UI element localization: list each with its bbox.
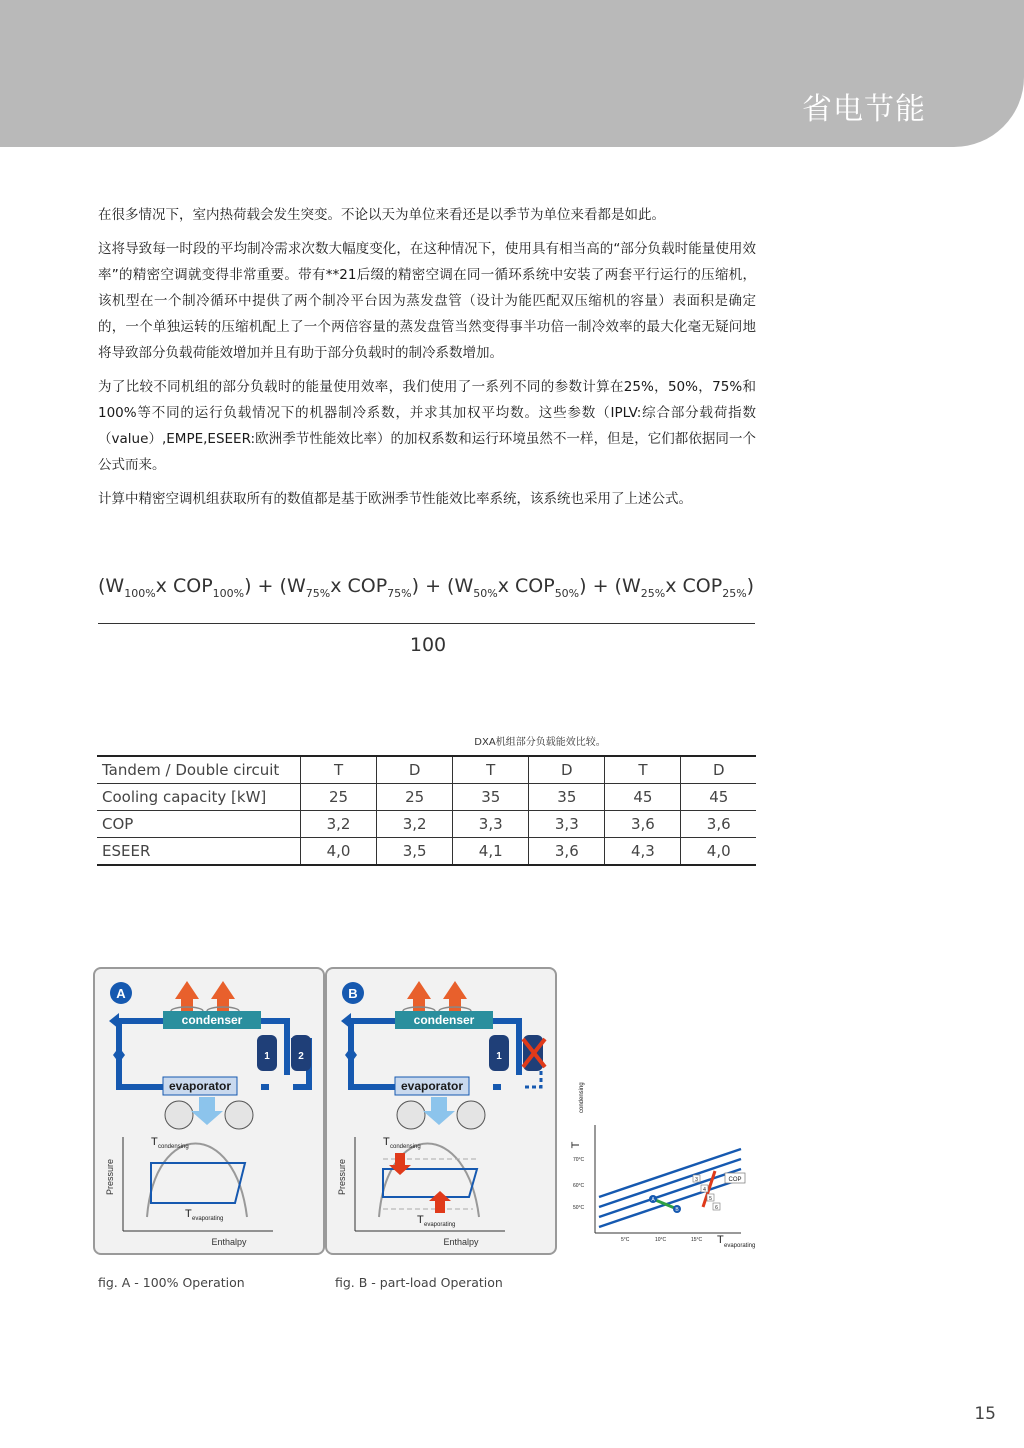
formula-cop: COP — [515, 575, 555, 597]
expansion-valve-icon — [113, 1055, 125, 1063]
paragraph: 在很多情况下，室内热荷载会发生突变。不论以天为单位来看还是以季节为单位来看都是如此。 — [98, 207, 665, 223]
page-title: 省电节能 — [802, 92, 926, 127]
paragraph: 为了比较不同机组的部分负载时的能量使用效率，我们使用了一系列不同的参数计算在25%，50%，75%和100%等不同的运行负载情况下的机器制冷系数，并求其加权平均数。这些参数（IPLV:综合部分载荷指数（value）,EMPE,ESEER:欧洲季节性能效比率）的加权系数和运行环境虽然不一样，但是，它们都依据同一个公式而来。 — [98, 379, 756, 473]
y-axis-sub: condensing — [579, 1082, 585, 1113]
formula-cop-sub: 50% — [554, 586, 580, 600]
formula-w: W — [454, 575, 474, 597]
expansion-valve-icon — [113, 1047, 125, 1055]
badge-label: A — [116, 986, 126, 1001]
cop-label: COP — [728, 1177, 742, 1183]
table-cell: T — [453, 756, 529, 784]
compressor-1-label: 1 — [496, 1051, 502, 1062]
paragraph: 这将导致每一时段的平均制冷需求次数大幅度变化，在这种情况下，使用具有相当高的“部分负载时能量使用效率”的精密空调就变得非常重要。带有**21后缀的精密空调在同一循环系统中安装了两套平行运行的压缩机，该机型在一个制冷循环中提供了两个制冷平台因为蒸发盘管（设计为能匹配双压缩机的容量）表面积是确定的，一个单独运转的压缩机配上了一个两倍容量的蒸发盘管当然变得事半功倍一制冷效率的最大化毫无疑问地将导致部分负载荷能效增加并且有助于部分负载时的制冷系数增加。 — [98, 241, 756, 361]
figure-a-caption: fig. A - 100% Operation — [98, 1275, 245, 1290]
figure-c-temperature-diagram — [565, 1082, 760, 1255]
header-band — [0, 0, 1024, 147]
table-cell: 4,0 — [301, 838, 377, 866]
t-condensing-label: T — [151, 1136, 158, 1148]
y-axis-label: Pressure — [337, 1158, 347, 1196]
row-label: ESEER — [102, 842, 151, 860]
table-cell: 35 — [453, 784, 529, 811]
cool-air-arrow-icon — [423, 1097, 455, 1125]
formula-w-sub: 100% — [124, 586, 156, 600]
formula-w-sub: 75% — [305, 586, 331, 600]
figure-b-caption: fig. B - part-load Operation — [335, 1275, 503, 1290]
formula-w: W — [286, 575, 306, 597]
table-cell: 3,2 — [301, 811, 377, 838]
table-cell: 4,3 — [605, 838, 681, 866]
condenser-label: condenser — [413, 1013, 475, 1027]
formula-cop-sub: 75% — [387, 586, 412, 600]
heat-arrows-icon — [403, 981, 471, 1015]
table-cell: 3,2 — [377, 811, 453, 838]
formula-cop: COP — [682, 575, 723, 597]
pressure-down-arrow-icon — [389, 1153, 411, 1175]
figure-b-panel — [325, 967, 557, 1255]
table-cell: 3,6 — [681, 811, 756, 838]
cool-air-arrow-icon — [191, 1097, 223, 1125]
marker-label: 6 — [715, 1205, 718, 1211]
saturation-dome — [379, 1144, 479, 1218]
x-axis-letter: T — [717, 1234, 724, 1246]
x-tick-label: 5°C — [621, 1237, 630, 1243]
formula-times: x — [665, 575, 677, 597]
table-cell: 45 — [681, 784, 756, 811]
fraction-line — [98, 623, 755, 624]
t-evaporating-sub: evaporating — [192, 1216, 224, 1222]
heat-arrows-icon — [171, 981, 239, 1015]
expansion-valve-icon — [345, 1047, 357, 1055]
t-condensing-label: T — [383, 1136, 390, 1148]
formula-denominator: 100 — [409, 634, 447, 656]
cycle-loop — [151, 1163, 245, 1203]
fan-icon — [397, 1101, 425, 1129]
flow-arrow-icon — [109, 1013, 119, 1029]
evaporator-label: evaporator — [400, 1079, 464, 1093]
figure-b-drawing — [327, 969, 555, 1253]
x-axis-label: Enthalpy — [443, 1237, 479, 1247]
table-row — [97, 838, 756, 866]
table-row — [97, 756, 756, 784]
row-label: Cooling capacity [kW] — [102, 788, 267, 806]
comparison-table — [97, 755, 756, 866]
table-cell: 25 — [301, 784, 377, 811]
row-label: Tandem / Double circuit — [102, 761, 280, 779]
t-evaporating-label: T — [417, 1214, 424, 1226]
table-caption: DXA机组部分负载能效比较。 — [474, 737, 606, 748]
expansion-valve-icon — [345, 1055, 357, 1063]
point-b-label: B — [675, 1207, 679, 1213]
compressor-2-label: 2 — [298, 1051, 304, 1062]
x-axis-label: Enthalpy — [211, 1237, 247, 1247]
evaporator-label: evaporator — [168, 1079, 232, 1093]
eseer-formula: ($W_{100\%}x$ $COP_{100\%}) + (W_{75\%}x$ $COP_{75\%}) + (W_{50\%}x$ $COP_{50\%}) + (W_{25\%}x$ $COP_{25\%}$) — [98, 575, 755, 600]
condenser-label: condenser — [181, 1013, 243, 1027]
table-cell: 45 — [605, 784, 681, 811]
table-cell: 3,6 — [605, 811, 681, 838]
marker-label: 3 — [695, 1177, 698, 1183]
row-label: COP — [102, 815, 134, 833]
isolines — [599, 1149, 741, 1227]
saturation-dome — [147, 1144, 247, 1218]
table-cell: 3,6 — [529, 838, 605, 866]
table-cell: 4,0 — [681, 838, 756, 866]
marker-label: 5 — [709, 1196, 712, 1202]
flow-arrow-icon — [341, 1013, 351, 1029]
table-cell: 3,3 — [453, 811, 529, 838]
y-tick-label: 60°C — [573, 1183, 585, 1189]
t-condensing-sub: condensing — [390, 1144, 421, 1150]
table-cell: D — [377, 756, 453, 784]
table-cell: D — [681, 756, 756, 784]
formula-cop: COP — [347, 575, 388, 597]
formula-w-sub: 50% — [473, 586, 498, 600]
body-text — [98, 202, 756, 520]
fan-icon — [225, 1101, 253, 1129]
formula-w: W — [621, 575, 641, 597]
table-cell: 25 — [377, 784, 453, 811]
formula-w: W — [105, 575, 125, 597]
table-row — [97, 811, 756, 838]
fan-icon — [457, 1101, 485, 1129]
formula-cop-sub: 25% — [722, 586, 747, 600]
badge-label: B — [348, 986, 358, 1001]
table-cell: 35 — [529, 784, 605, 811]
formula-cop: COP — [172, 575, 213, 597]
table-cell: D — [529, 756, 605, 784]
table-cell: T — [605, 756, 681, 784]
formula-times: x — [330, 575, 342, 597]
x-axis-sub: evaporating — [724, 1243, 756, 1249]
table-cell: 4,1 — [453, 838, 529, 866]
formula-cop-sub: 100% — [212, 586, 245, 600]
y-axis-label: Pressure — [105, 1158, 115, 1196]
compressor-1-label: 1 — [264, 1051, 270, 1062]
y-axis-letter: T — [570, 1141, 582, 1149]
page-number: 15 — [974, 1404, 996, 1424]
x-tick-label: 15°C — [691, 1237, 703, 1243]
cycle-loop — [383, 1169, 477, 1197]
formula-times: x — [497, 575, 509, 597]
table-cell: 3,5 — [377, 838, 453, 866]
formula-w-sub: 25% — [640, 586, 666, 600]
marker-label: 4 — [703, 1187, 706, 1193]
table-row — [97, 784, 756, 811]
formula-times: x — [155, 575, 167, 597]
fan-icon — [165, 1101, 193, 1129]
pressure-up-arrow-icon — [429, 1191, 451, 1213]
y-tick-label: 50°C — [573, 1205, 585, 1211]
y-tick-label: 70°C — [573, 1157, 585, 1163]
t-evaporating-sub: evaporating — [424, 1222, 456, 1228]
table-cell: T — [301, 756, 377, 784]
t-condensing-sub: condensing — [158, 1144, 189, 1150]
table-cell: 3,3 — [529, 811, 605, 838]
figure-a-drawing — [95, 969, 323, 1253]
x-tick-label: 10°C — [655, 1237, 667, 1243]
figure-a-panel — [93, 967, 325, 1255]
paragraph: 计算中精密空调机组获取所有的数值都是基于欧洲季节性能效比率系统，该系统也采用了上述公式。 — [98, 491, 692, 507]
point-a-label: A — [651, 1197, 655, 1203]
t-evaporating-label: T — [185, 1208, 192, 1220]
